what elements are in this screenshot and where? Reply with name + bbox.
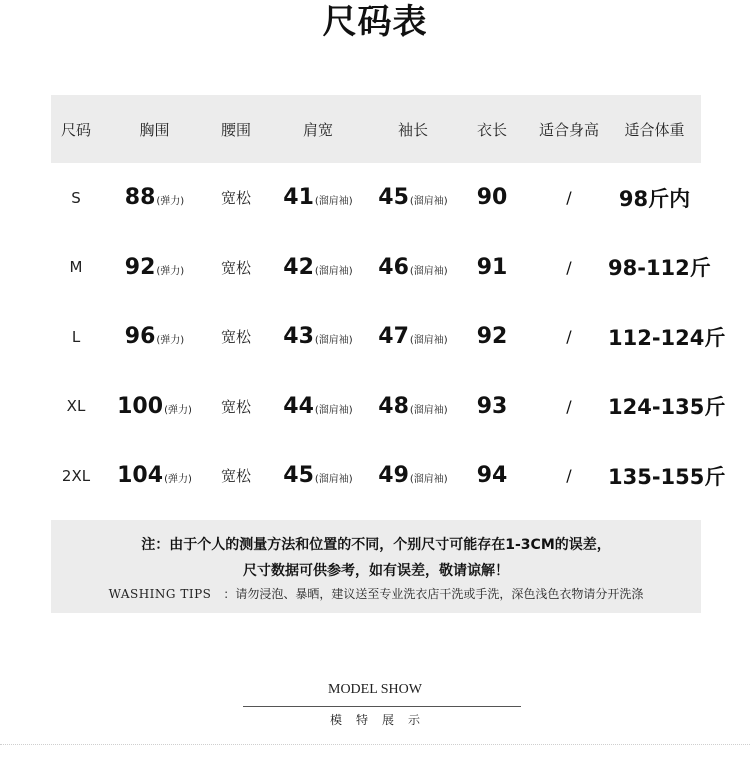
shoulder-value: 42 xyxy=(283,254,314,280)
chest-cell xyxy=(101,185,208,210)
chest-value: 100 xyxy=(117,393,164,419)
sleeve-cell xyxy=(372,394,454,419)
sleeve-cell xyxy=(372,463,454,488)
size-cell: L xyxy=(71,327,81,346)
dotted-divider xyxy=(0,744,750,746)
waist-cell: 宽松 xyxy=(220,397,251,416)
washing-tips-label: WASHING TIPS xyxy=(108,587,212,601)
sleeve-note: (溜肩袖) xyxy=(409,335,448,347)
size-cell: XL xyxy=(66,397,86,416)
chest-note: (弹力) xyxy=(156,335,185,347)
shoulder-cell xyxy=(264,185,372,210)
chest-note: (弹力) xyxy=(156,265,185,277)
sleeve-value: 47 xyxy=(378,324,409,350)
shoulder-note: (溜肩袖) xyxy=(314,474,353,486)
sleeve-cell xyxy=(372,185,454,210)
header-shoulder: 肩宽 xyxy=(302,120,333,139)
sleeve-note: (溜肩袖) xyxy=(409,474,448,486)
shoulder-note: (溜肩袖) xyxy=(314,404,353,416)
height-cell: / xyxy=(566,188,572,208)
chest-cell xyxy=(101,324,208,349)
model-show-subtitle: 模特展示 xyxy=(329,713,434,727)
weight-cell: 98斤内 xyxy=(618,186,691,211)
sleeve-note: (溜肩袖) xyxy=(409,196,448,208)
header-sleeve: 袖长 xyxy=(397,120,428,139)
shoulder-value: 43 xyxy=(283,324,314,350)
page-title: 尺码表 xyxy=(322,2,428,42)
shoulder-value: 45 xyxy=(283,463,314,489)
note-line-1: 注：由于个人的测量方法和位置的不同，个别尺寸可能存在1-3CM的误差， xyxy=(141,537,611,553)
sleeve-note: (溜肩袖) xyxy=(409,404,448,416)
model-show-divider xyxy=(243,706,521,707)
sleeve-value: 45 xyxy=(378,185,409,211)
height-cell: / xyxy=(566,396,572,416)
header-chest: 胸围 xyxy=(139,120,170,139)
chest-value: 96 xyxy=(124,324,156,350)
size-cell: S xyxy=(71,188,81,207)
chest-note: (弹力) xyxy=(156,196,185,208)
header-length: 衣长 xyxy=(476,120,507,139)
shoulder-cell xyxy=(264,255,372,280)
shoulder-cell xyxy=(264,324,372,349)
length-cell: 90 xyxy=(476,185,508,211)
table-row xyxy=(51,372,726,442)
chest-value: 88 xyxy=(124,185,156,211)
header-waist: 腰围 xyxy=(220,120,251,139)
length-cell: 94 xyxy=(476,463,508,489)
sleeve-cell xyxy=(372,255,454,280)
note-box xyxy=(51,520,701,613)
header-weight: 适合体重 xyxy=(624,120,685,139)
washing-tips xyxy=(51,586,701,602)
shoulder-note: (溜肩袖) xyxy=(314,335,353,347)
weight-cell: 98-112斤 xyxy=(608,256,711,281)
chest-cell xyxy=(101,394,208,419)
model-show-title: MODEL SHOW xyxy=(328,682,422,697)
table-row xyxy=(51,441,726,511)
chest-cell xyxy=(101,255,208,280)
size-table xyxy=(51,95,726,511)
table-row xyxy=(51,163,701,233)
table-header xyxy=(51,95,701,163)
waist-cell: 宽松 xyxy=(220,258,251,277)
weight-cell: 135-155斤 xyxy=(608,464,726,489)
header-height: 适合身高 xyxy=(538,120,599,139)
waist-cell: 宽松 xyxy=(220,328,251,347)
washing-tips-text: ：请勿浸泡、暴晒，建议送至专业洗衣店干洗或手洗，深色浅色衣物请分开洗涤 xyxy=(223,587,644,601)
header-size: 尺码 xyxy=(60,120,91,139)
length-cell: 93 xyxy=(476,393,508,419)
length-cell: 92 xyxy=(476,324,508,350)
table-row xyxy=(51,233,711,303)
sleeve-note: (溜肩袖) xyxy=(409,265,448,277)
chest-value: 92 xyxy=(124,254,156,280)
height-cell: / xyxy=(566,257,572,277)
sleeve-value: 46 xyxy=(378,254,409,280)
note-line-2: 尺寸数据可供参考，如有误差，敬请谅解！ xyxy=(243,563,509,579)
waist-cell: 宽松 xyxy=(220,189,251,208)
chest-cell xyxy=(101,463,208,488)
shoulder-cell xyxy=(264,394,372,419)
shoulder-cell xyxy=(264,463,372,488)
chest-note: (弹力) xyxy=(164,404,192,416)
shoulder-value: 41 xyxy=(283,185,314,211)
chest-note: (弹力) xyxy=(164,474,192,486)
weight-cell: 112-124斤 xyxy=(608,325,726,350)
height-cell: / xyxy=(566,327,572,347)
shoulder-note: (溜肩袖) xyxy=(314,265,353,277)
size-cell: 2XL xyxy=(61,466,91,485)
length-cell: 91 xyxy=(476,254,508,280)
size-cell: M xyxy=(69,258,83,277)
sleeve-value: 49 xyxy=(378,463,409,489)
table-row xyxy=(51,302,726,372)
sleeve-cell xyxy=(372,324,454,349)
chest-value: 104 xyxy=(117,463,164,489)
waist-cell: 宽松 xyxy=(220,467,251,486)
shoulder-note: (溜肩袖) xyxy=(314,196,353,208)
shoulder-value: 44 xyxy=(283,393,314,419)
sleeve-value: 48 xyxy=(378,393,409,419)
weight-cell: 124-135斤 xyxy=(608,395,726,420)
height-cell: / xyxy=(566,466,572,486)
